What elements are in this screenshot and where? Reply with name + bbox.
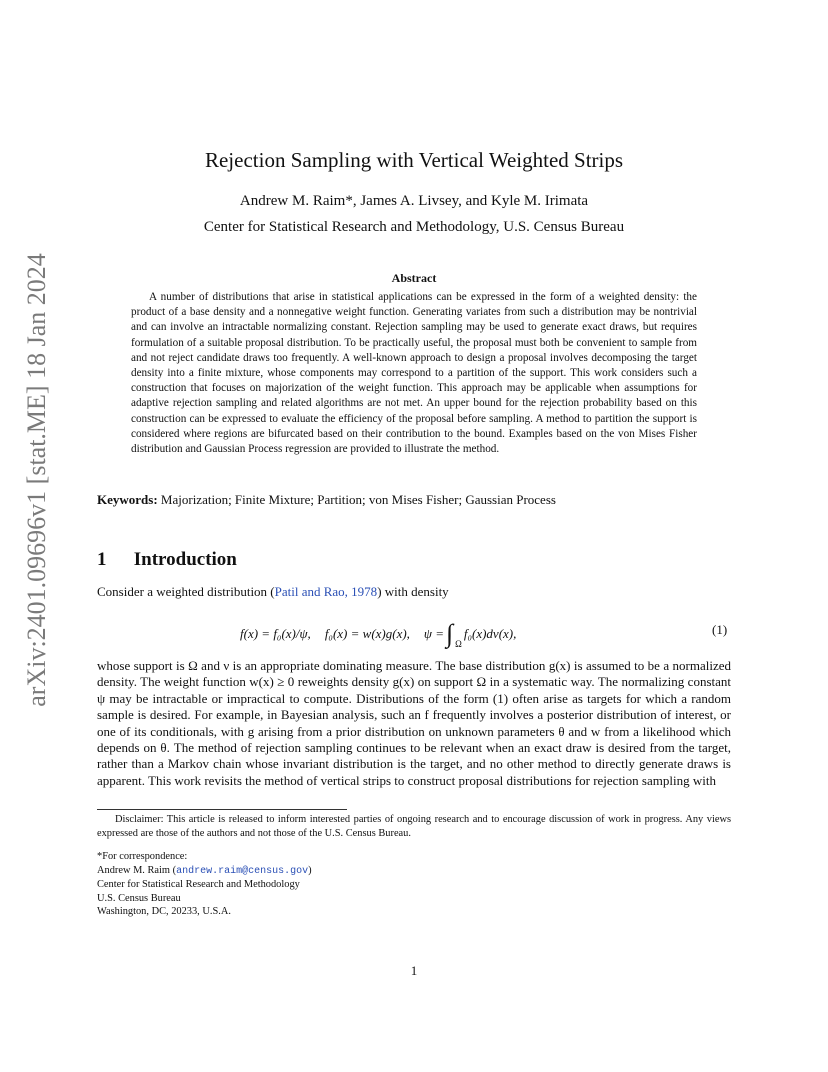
arxiv-identifier-text: arXiv:2401.09696v1 [stat.ME] 18 Jan 2024 (22, 253, 52, 707)
correspondence-label: *For correspondence: (97, 851, 188, 862)
equation-1 (240, 614, 640, 654)
intro-before: Consider a weighted distribution ( (97, 584, 275, 599)
section-heading (97, 549, 237, 571)
integral-sign: ∫ (446, 619, 454, 648)
intro-paragraph: whose support is Ω and ν is an appropriate dominating measure. The base distribution g(x) is assumed to be a normalized density. The weight function w(x) ≥ 0 reweights density g(x) on support Ω in a systematic way. The normalizing constant ψ may be intractable or impractical to compute. Distributions of the form (1) often arise as targets for which a random sample is desired. For example, in Bayesian analysis, such an f frequently involves a posterior distribution of interest, or one of its conditionals, with g arising from a prior distribution on unknown parameters θ and w from a likelihood which depends on θ. The method of rejection sampling continues to be relevant when an exact draw is desired from the target, rather than a Markov chain whose invariant distribution is the target, and no other method to directly generate draws is apparent. This work revisits the method of vertical strips to construct proposal distributions for rejection sampling with (97, 658, 731, 788)
correspondence-name-close: ) (308, 864, 312, 876)
author-list: Andrew M. Raim*, James A. Livsey, and Kyle M. Irimata (239, 193, 589, 209)
correspondence-bureau: U.S. Census Bureau (97, 892, 181, 904)
abstract-heading: Abstract (391, 271, 437, 285)
affiliation: Center for Statistical Research and Methodology, U.S. Census Bureau (203, 219, 625, 235)
footnote-divider (97, 809, 347, 810)
equation-part-1: f(x) = f₀(x)/ψ, (240, 626, 311, 641)
email-link[interactable]: andrew.raim@census.gov (176, 865, 309, 877)
correspondence-name-line (97, 864, 497, 879)
citation-link[interactable]: Patil and Rao, 1978 (274, 584, 378, 599)
equation-part-3-lhs: ψ = (423, 626, 445, 641)
correspondence-org: Center for Statistical Research and Methodology (97, 879, 300, 891)
correspondence-address: Washington, DC, 20233, U.S.A. (97, 906, 231, 918)
equation-part-3-rhs: f₀(x)dν(x), (463, 626, 517, 641)
integral-domain: Ω (455, 639, 462, 649)
correspondence-name: Andrew M. Raim ( (97, 864, 177, 876)
disclaimer-footnote: Disclaimer: This article is released to inform interested parties of ongoing research and to encourage discussion of work in progress. Any views expressed are those of the authors and not those of the U.S. Census Bureau. (97, 814, 731, 839)
correspondence-footnote (97, 850, 497, 919)
intro-sentence (97, 584, 737, 600)
abstract-text: A number of distributions that arise in statistical applications can be expressed in the form of a weighted density: the product of a base density and a nonnegative weight function. Generating variates from such a distribution may be nontrivial and can involve an intractable normalizing constant. Rejection sampling may be used to generate exact draws, but requires formulation of a suitable proposal distribution. To be practically useful, the proposal must both be convenient to sample from and not reject candidate draws too frequently. A well-known approach to design a proposal involves decomposing the target density into a finite mixture, whose components may correspond to a partition of the support. This work considers such a construction that focuses on majorization of the weight function. This approach may be applicable when assumptions for adaptive rejection sampling and related algorithms are not met. An upper bound for the rejection probability based on this construction can be expressed to evaluate the efficiency of the proposal before sampling. A method to partition the support is considered where regions are bifurcated based on their contribution to the bound. Examples based on the von Mises Fisher distribution and Gaussian Process regression are provided to illustrate the method. (131, 291, 697, 456)
paper-title: Rejection Sampling with Vertical Weighted Strips (204, 148, 624, 172)
intro-after: ) with density (377, 584, 449, 599)
section-title: Introduction (133, 549, 237, 570)
arxiv-identifier-stamp (12, 253, 62, 707)
keywords-text: Majorization; Finite Mixture; Partition; von Mises Fisher; Gaussian Process (160, 492, 556, 507)
keywords-label: Keywords: (97, 492, 158, 507)
equation-number: (1) (712, 622, 728, 637)
equation-part-2: f₀(x) = w(x)g(x), (324, 626, 410, 641)
page-number: 1 (410, 963, 418, 978)
keywords (97, 492, 737, 508)
section-number: 1 (97, 549, 107, 570)
